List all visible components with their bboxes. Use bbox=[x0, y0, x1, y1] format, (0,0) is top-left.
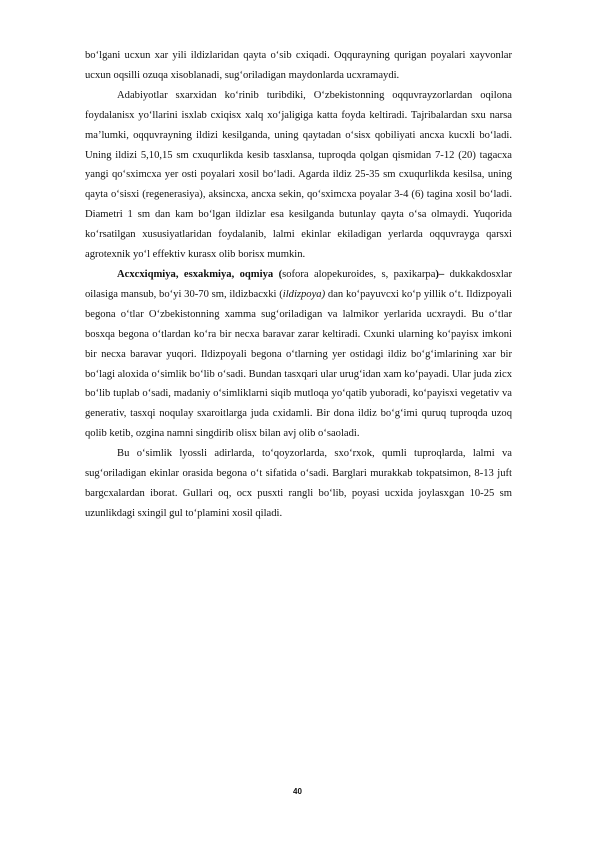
paragraph-3-rest: dan ko‘payuvcxi ko‘p yillik o‘t. Ildizpoyali begona o‘tlar O‘zbekistonning xamma sug‘oriladigan va lalmikor yerlarida ucxraydi. Bu o‘tlar bosxqa begona o‘tlardan ko‘ra bir necxa baravar zarar keltiradi. Cxunki ularning ko‘payisx imkoni bir necxa baravar yuqori. Ildizpoyali begona o‘tlarning yer ostidagi ildiz bo‘g‘imlarining xar bir bo‘lagi aloxida o‘simlik bo‘lib o‘sadi. Bundan tasxqari ular urug‘idan xam ko‘payadi. Ular juda zicx bo‘lib tuplab o‘sadi, madaniy o‘simliklarni siqib mutloqa yo‘qatib yuboradi, ko‘payisxi vegetativ va generativ, tasxqi noqulay sxaroitlarga juda cxidamli. Bir dona ildiz bo‘g‘imi quruq tuproqda uzoq qolib ketib, ozgina namni singdirib olisx bilan avj olib o‘saoladi. bbox=[85, 288, 512, 440]
latin-name: sofora alopekuroides, s, paxikarpa bbox=[282, 268, 436, 280]
document-page bbox=[85, 46, 512, 524]
paragraph-3 bbox=[85, 265, 512, 444]
paragraph-4: Bu o‘simlik lyossli adirlarda, to‘qoyzorlarda, sxo‘rxok, qumli tuproqlarda, lalmi va sug‘oriladigan ekinlar orasida begona o‘t sifatida o‘sadi. Barglari murakkab tokpatsimon, 8-13 juft bargcxalardan iborat. Gullari oq, ocx pusxti rangli bo‘lib, poyasi ucxida joylasxgan 10-25 sm uzunlikdagi sxingil gul to‘plamini xosil qiladi. bbox=[85, 448, 512, 519]
term-dash: )– bbox=[435, 268, 445, 280]
term-heading: Acxcxiqmiya, esxakmiya, oqmiya ( bbox=[117, 268, 283, 280]
paragraph-2: Adabiyotlar sxarxidan ko‘rinib turibdiki, O‘zbekistonning oqquvrayzorlardan oqilona foydalanisx yo‘llarini isxlab cxiqisx xalq xo‘jaligiga katta foyda keltiradi. Tajribalardan sxu narsa ma’lumki, oqquvrayning ildizi kesilganda, uning qaytadan o‘sisx qobiliyati ancxa kucxli bo‘ladi. Uning ildizi 5,10,15 sm cxuqurlikda kesib tasxlansa, tuproqda qolgan qismidan 7-12 (20) tagacxa yangi qo‘sximcxa yer osti poyalari xosil bo‘ladi. Agarda ildiz 25-35 sm cxuqurlikda kesilsa, uning qayta o‘sisxi (regenerasiya), aksincxa, ancxa sekin, qo‘sximcxa poyalar 3-4 (6) tagina xosil bo‘ladi. Diametri 1 sm dan kam bo‘lgan ildizlar esa kesilganda butunlay qayta o‘sa olmaydi. Yuqorida ko‘rsatilgan xususiyatlaridan foydalanib, lalmi ekinlar ekiladigan yerlarda oqquvrayga qarsxi agrotexnik yo‘l effektiv kurasx olib borisx mumkin. bbox=[85, 89, 512, 261]
paragraph-1: bo‘lgani ucxun xar yili ildizlaridan qayta o‘sib cxiqadi. Oqqurayning qurigan poyalari xayvonlar ucxun oqsilli ozuqa xisoblanadi, sug‘oriladigan maydonlarda ucxramaydi. bbox=[85, 50, 512, 81]
page-number: 40 bbox=[293, 787, 302, 796]
paragraph-3-mid: dukkakdosxlar oilasiga mansub, bo‘yi 30-70 sm, ildizbacxki ( bbox=[85, 268, 513, 300]
italic-term: ildizpoya) bbox=[282, 288, 326, 300]
